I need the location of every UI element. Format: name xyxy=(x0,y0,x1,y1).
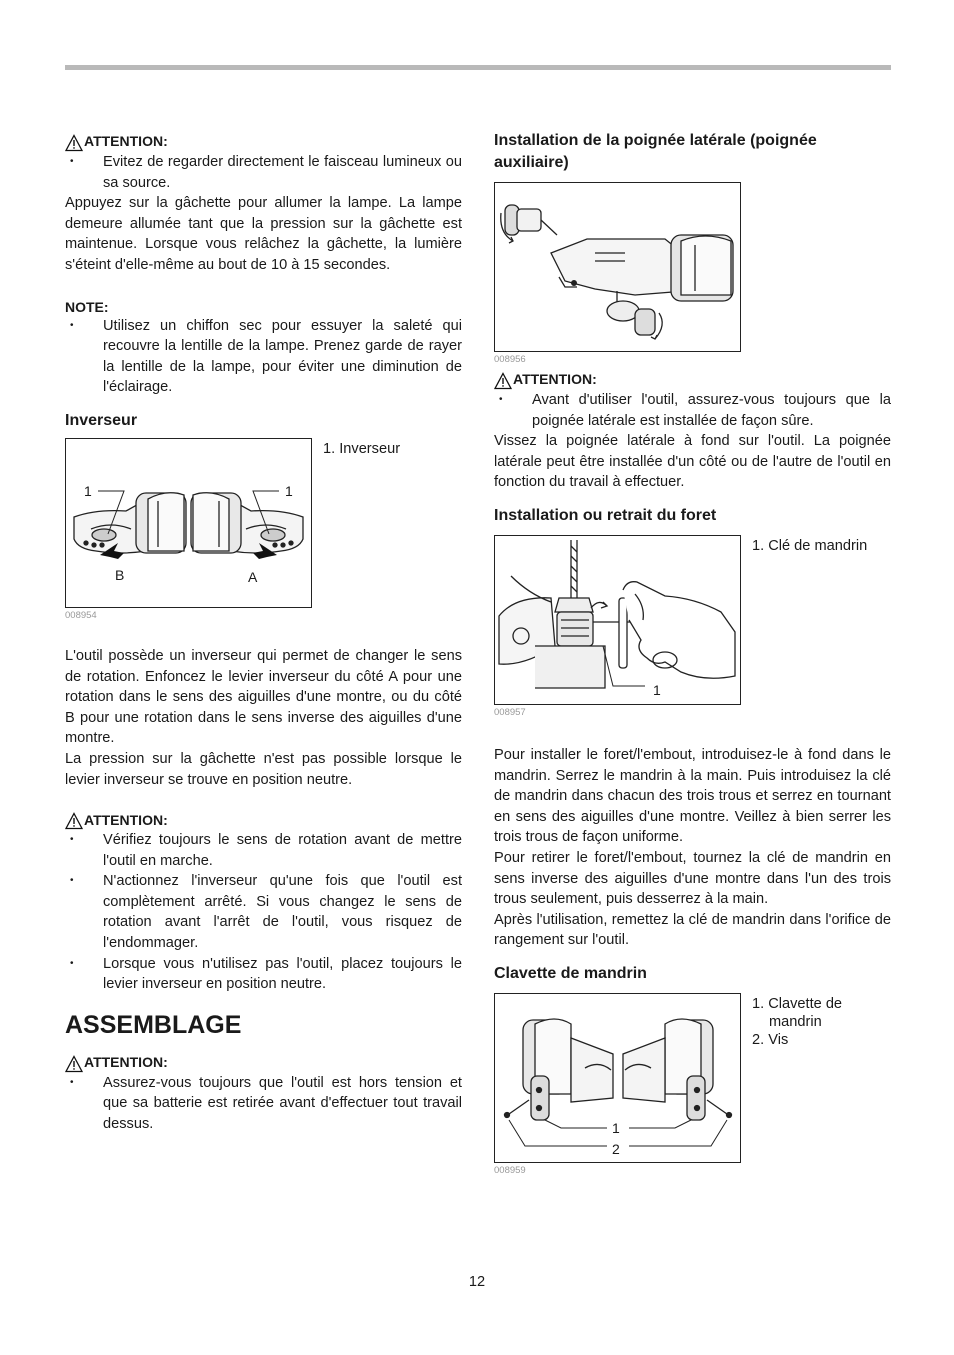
callout-1: 1 xyxy=(612,1119,620,1136)
clavette-figure-row xyxy=(494,993,891,1183)
poignee-figure-row xyxy=(494,182,891,368)
attention-label: ATTENTION: xyxy=(84,133,168,150)
attention-heading xyxy=(494,368,891,390)
foret-legend xyxy=(752,537,867,555)
foret-figure xyxy=(494,535,741,705)
inverseur-paragraph: La pression sur la gâchette n'est pas possible lorsque le levier inverseur se trouve en position neutre. xyxy=(65,750,462,788)
attention-label: ATTENTION: xyxy=(84,811,168,828)
list-item: • Avant d'utiliser l'outil, assurez-vous toujours que la poignée latérale est installée de façon sûre. xyxy=(494,390,891,431)
foret-paragraph: Pour retirer le foret/l'embout, tournez la clé de mandrin en sens inverse des aiguilles d'une montre dans l'un des trois trous seulement, puis desserrez à la main. xyxy=(494,849,891,908)
list-item: • Lorsque vous n'utilisez pas l'outil, placez toujours le levier inverseur en position neutre. xyxy=(65,954,462,995)
callout-a: A xyxy=(248,568,258,585)
legend-item: 1. Inverseur xyxy=(323,440,401,457)
figure-code: 008954 xyxy=(65,609,97,621)
callout-b: B xyxy=(115,566,125,583)
assemblage-heading: ASSEMBLAGE xyxy=(65,1010,242,1039)
figure-code: 008956 xyxy=(494,354,526,365)
note-list xyxy=(65,316,462,398)
clavette-legend xyxy=(752,995,842,1049)
page-number: 12 xyxy=(468,1274,486,1290)
callout-1-left: 1 xyxy=(84,482,92,499)
attention-heading xyxy=(65,808,462,830)
inverseur-figure xyxy=(65,438,312,608)
top-rule xyxy=(65,65,891,70)
warning-triangle-icon xyxy=(494,372,512,390)
list-item: • Assurez-vous toujours que l'outil est hors tension et que sa batterie est retirée avant d'effectuer tout travail dessus. xyxy=(65,1073,462,1135)
attention-label: ATTENTION: xyxy=(513,371,597,388)
figure-code: 008957 xyxy=(494,706,526,718)
left-column xyxy=(65,130,462,1135)
clavette-figure xyxy=(494,993,741,1163)
foret-paragraph: Pour installer le foret/l'embout, introduisez-le à fond dans le mandrin. Serrez le mandrin à la main. Puis introduisez la clé de mandrin dans chacun des trois trous et serrez en tournant en sens des aiguilles d'une montre. Veillez à bien serrer les trois trous de façon uniforme. xyxy=(494,746,891,846)
warning-triangle-icon xyxy=(65,812,83,830)
attention-label: ATTENTION: xyxy=(84,1054,168,1071)
figure-code: 008959 xyxy=(494,1164,526,1176)
foret-paragraph: Après l'utilisation, remettez la clé de mandrin dans l'orifice de rangement sur l'outil. xyxy=(494,911,891,949)
callout-2: 2 xyxy=(612,1140,620,1157)
note-heading: NOTE: xyxy=(65,298,109,315)
attention-list xyxy=(494,390,891,431)
legend-item: 2. Vis xyxy=(752,1031,789,1048)
list-item: • N'actionnez l'inverseur qu'une fois que l'outil est complètement arrêté. Si vous changez le sens de rotation avant l'arrêt de l'outil, vous risquez de l'endommager. xyxy=(65,871,462,953)
foret-heading: Installation ou retrait du foret xyxy=(494,506,717,524)
legend-item: mandrin xyxy=(769,1013,822,1030)
right-column xyxy=(494,130,891,1183)
legend-item: 1. Clé de mandrin xyxy=(752,537,868,554)
attention-list xyxy=(65,152,462,193)
foret-figure-row xyxy=(494,535,891,725)
attention-list xyxy=(65,830,462,995)
inverseur-paragraph: L'outil possède un inverseur qui permet de changer le sens de rotation. Enfoncez le levier inverseur du côté A pour une rotation dans le sens des aiguilles d'une montre, ou du côté B pour une rotation dans le sens inverse des aiguilles d'une montre. xyxy=(65,647,462,747)
side-grip-illustration xyxy=(495,183,740,351)
attention-heading xyxy=(65,130,462,152)
poignee-paragraph: Vissez la poignée latérale à fond sur l'outil. La poignée latérale peut être installée d'un côté ou de l'autre de l'outil en fonction du travail à effectuer. xyxy=(494,433,891,491)
poignee-figure xyxy=(494,182,741,352)
poignee-heading: Installation de la poignée latérale (poignée auxiliaire) xyxy=(494,132,817,171)
clavette-heading: Clavette de mandrin xyxy=(494,964,647,982)
legend-item: 1. Clavette de xyxy=(752,995,843,1012)
attention-list xyxy=(65,1073,462,1135)
lamp-paragraph: Appuyez sur la gâchette pour allumer la lampe. La lampe demeure allumée tant que la pression sur la gâchette est maintenue. Lorsque vous relâchez la gâchette, la lumière s'éteint d'elle-même au bout de 10 à 15 secondes. xyxy=(65,195,462,273)
list-item: • Vérifiez toujours le sens de rotation avant de mettre l'outil en marche. xyxy=(65,830,462,871)
inverseur-legend xyxy=(323,440,400,458)
warning-triangle-icon xyxy=(65,134,83,152)
inverseur-heading: Inverseur xyxy=(65,411,138,429)
list-item: • Evitez de regarder directement le faisceau lumineux ou sa source. xyxy=(65,152,462,193)
reversing-switch-illustration xyxy=(66,439,311,607)
callout-1: 1 xyxy=(653,681,661,698)
callout-1-right: 1 xyxy=(285,482,293,499)
attention-heading xyxy=(65,1051,462,1073)
inverseur-figure-row xyxy=(65,438,462,621)
warning-triangle-icon xyxy=(65,1055,83,1073)
list-item: • Utilisez un chiffon sec pour essuyer la saleté qui recouvre la lentille de la lampe. Prenez garde de rayer la lentille de la lampe, pour éviter une diminution de l'éclairage. xyxy=(65,316,462,398)
chuck-key-illustration xyxy=(495,536,740,704)
